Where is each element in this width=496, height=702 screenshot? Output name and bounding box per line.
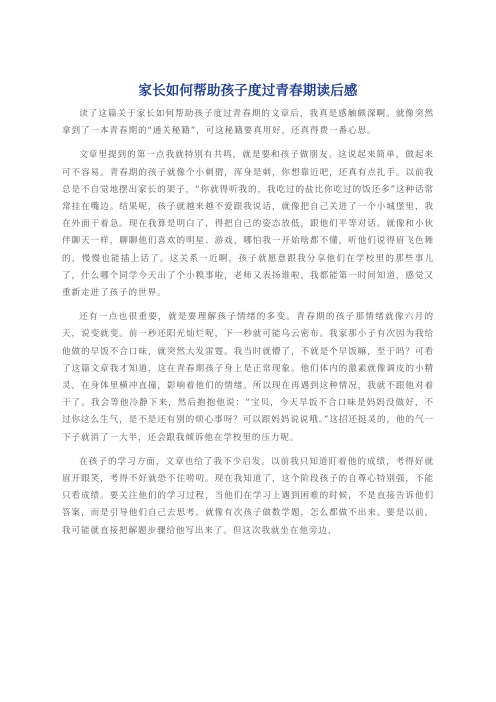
- document-body: [62, 106, 434, 547]
- paragraph: 文章里提到的第一点我就特别有共鸣，就是要和孩子做朋友。这说起来简单，做起来可不容易。青春期的孩子就像个小刺猬，浑身是刺，你想靠近吧，还真有点扎手。以前我总是不自觉地摆出家长的架子，“你就得听我的，我吃过的盐比你吃过的饭还多”这种话常常挂在嘴边。结果呢，孩子就越来越不爱跟我说话，就像把自己关进了一个小城堡里，我在外面干着急。现在我算是明白了，得把自己的姿态放低，跟他们平等对话。就像和小伙伴聊天一样，聊聊他们喜欢的明星、游戏，哪怕我一开始啥都不懂，听他们说得眉飞色舞的，慢慢也能插上话了。这关系一近啊，孩子就愿意跟我分享他们在学校里的那些事儿了，什么哪个同学今天出了个小糗事啦，老师又表扬谁啦，我都能第一时间知道，感觉又重新走进了孩子的世界。: [62, 150, 434, 299]
- document-title: 家长如何帮助孩子度过青春期读后感: [138, 83, 358, 99]
- paragraph: 还有一点也很重要，就是要理解孩子情绪的多变。青春期的孩子那情绪就像六月的天，说变就变。前一秒还阳光灿烂呢，下一秒就可能乌云密布。我家那小子有次因为我给他做的早饭不合口味，就突然大发雷霆。我当时就懵了，不就是个早饭嘛，至于吗？可看了这篇文章我才知道，这在青春期孩子身上是正常现象。他们体内的激素就像调皮的小精灵，在身体里横冲直撞，影响着他们的情绪。所以现在再遇到这种情况，我就不跟他对着干了。我会等他冷静下来，然后抱抱他说：“宝贝，今天早饭不合口味是妈妈没做好，不过你这么生气，是不是还有别的烦心事呀？可以跟妈妈说说哦。”这招还挺灵的，他的气一下子就消了一大半，还会跟我倾诉他在学校里的压力呢。: [62, 312, 434, 443]
- paragraph: 在孩子的学习方面，文章也给了我不少启发。以前我只知道盯着他的成绩，考得好就眉开眼笑，考得不好就恐不住唠叨。现在我知道了，这个阶段孩子的自尊心特别强，不能只看成绩。要关注他们的学习过程，当他们在学习上遇到困难的时候，不是直接告诉他们答案，而是引导他们自己去思考。就像有次孩子做数学题，怎么都做不出来。要是以前，我可能就直接把解题步骤给他写出来了。但这次我就坐在他旁边，: [62, 456, 434, 536]
- paragraph: 读了这篇关于家长如何帮助孩子度过青春期的文章后，我真是感触颇深啊。就像突然拿到了一本青春期的“通关秘籍”，可这秘籍要真用好，还真得费一番心思。: [62, 109, 434, 137]
